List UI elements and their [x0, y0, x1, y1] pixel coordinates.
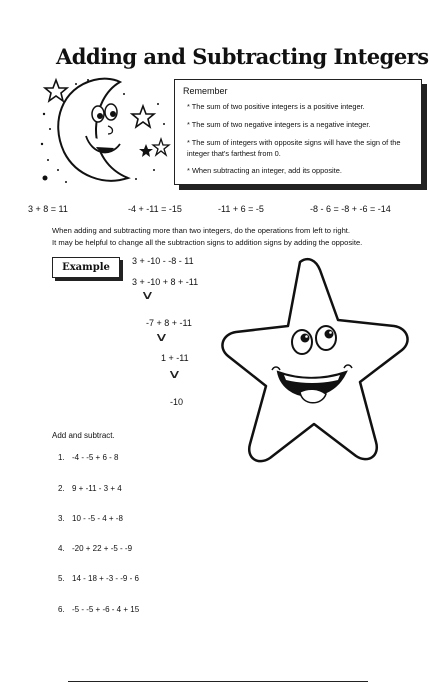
- instruction-paragraph-line-1: When adding and subtracting more than two integers, do the operations from left to right.: [52, 226, 351, 235]
- rule-3: * The sum of integers with opposite signs will have the sign of the integer that's farthest from 0.: [187, 138, 419, 159]
- chevron-down-icon: ∨: [167, 367, 182, 381]
- example-label: Example: [52, 257, 120, 278]
- rule-2: * The sum of two negative integers is a negative integer.: [187, 120, 419, 131]
- equation-4: -8 - 6 = -8 + -6 = -14: [310, 204, 391, 214]
- star-icon: [45, 80, 67, 101]
- exercise-instruction: Add and subtract.: [52, 431, 115, 440]
- problem-2: 2. 9 + -11 - 3 + 4: [58, 484, 122, 493]
- remember-heading: Remember: [183, 86, 228, 96]
- step-5: -10: [170, 397, 184, 407]
- star-character-illustration: [218, 254, 418, 472]
- equation-2: -4 + -11 = -15: [128, 204, 182, 214]
- rule-4: * When subtracting an integer, add its opposite.: [187, 166, 419, 177]
- star-icon: [132, 106, 154, 127]
- equation-3: -11 + 6 = -5: [218, 204, 264, 214]
- equation-1: 3 + 8 = 11: [28, 204, 68, 214]
- problem-5: 5. 14 - 18 + -3 - -9 - 6: [58, 574, 139, 583]
- step-3: -7 + 8 + -11: [146, 318, 192, 328]
- remember-box: [174, 79, 422, 185]
- star-icon: [153, 139, 169, 155]
- rule-1: * The sum of two positive integers is a positive integer.: [187, 102, 419, 113]
- star-icon: [139, 144, 153, 157]
- step-1: 3 + -10 - -8 - 11: [132, 256, 194, 266]
- problem-6: 6. -5 - -5 + -6 - 4 + 15: [58, 605, 140, 614]
- step-2: 3 + -10 + 8 + -11: [132, 277, 199, 287]
- chevron-down-icon: ∨: [140, 288, 155, 302]
- problem-4: 4. -20 + 22 + -5 - -9: [58, 544, 133, 553]
- moon-illustration: [36, 74, 174, 192]
- chevron-down-icon: ∨: [154, 330, 169, 344]
- problem-3: 3. 10 - -5 - 4 + -8: [58, 514, 123, 523]
- page-title: Adding and Subtracting Integers: [56, 44, 429, 69]
- problem-1: 1. -4 - -5 + 6 - 8: [58, 453, 119, 462]
- step-4: 1 + -11: [161, 353, 189, 363]
- instruction-paragraph-line-2: It may be helpful to change all the subtraction signs to addition signs by adding the opposite.: [52, 238, 363, 247]
